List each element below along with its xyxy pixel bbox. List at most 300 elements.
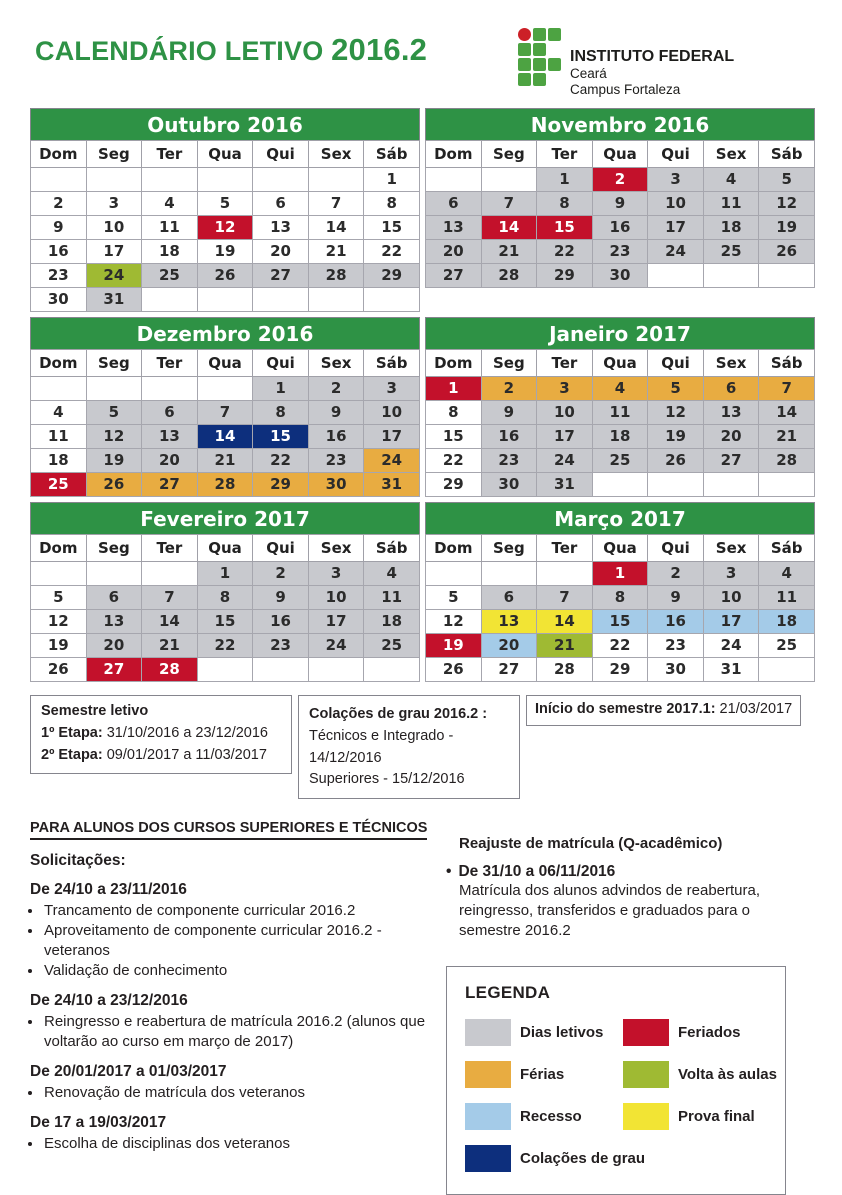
group-date: De 24/10 a 23/12/2016	[30, 991, 188, 1009]
day-cell: 9	[253, 586, 309, 610]
day-cell: 19	[648, 425, 704, 449]
empty-cell	[308, 168, 364, 192]
weekday-header: Sáb	[759, 141, 815, 168]
empty-cell	[481, 562, 537, 586]
weekday-header: Dom	[426, 535, 482, 562]
day-cell: 3	[648, 168, 704, 192]
day-cell: 16	[31, 240, 87, 264]
empty-cell	[426, 168, 482, 192]
colacoes-line2: Superiores - 15/12/2016	[309, 771, 465, 788]
date-group	[30, 1114, 428, 1154]
weekday-header: Qua	[197, 350, 253, 377]
day-cell: 14	[197, 425, 253, 449]
day-cell: 7	[759, 377, 815, 401]
weekday-header: Qua	[197, 535, 253, 562]
weekday-header: Sex	[308, 535, 364, 562]
empty-cell	[703, 264, 759, 288]
month-title: Outubro 2016	[31, 109, 420, 141]
day-cell: 8	[197, 586, 253, 610]
day-cell: 29	[426, 473, 482, 497]
empty-cell	[426, 562, 482, 586]
day-cell: 26	[31, 658, 87, 682]
day-cell: 14	[308, 216, 364, 240]
logo-dot	[518, 28, 531, 41]
day-cell: 4	[142, 192, 198, 216]
inicio-label: Início do semestre 2017.1:	[535, 701, 716, 717]
colacoes-box	[298, 695, 520, 799]
empty-cell	[142, 288, 198, 312]
day-cell: 22	[426, 449, 482, 473]
empty-cell	[759, 264, 815, 288]
weekday-header: Qui	[253, 350, 309, 377]
day-cell: 13	[426, 216, 482, 240]
empty-cell	[481, 168, 537, 192]
legend-title: LEGENDA	[465, 982, 551, 1002]
day-cell: 13	[703, 401, 759, 425]
day-cell: 1	[592, 562, 648, 586]
legend-label: Feriados	[678, 1023, 741, 1041]
day-cell: 5	[31, 586, 87, 610]
group-item: • Renovação de matrícula dos veteranos	[43, 1083, 428, 1103]
day-cell: 28	[308, 264, 364, 288]
day-cell: 17	[537, 425, 593, 449]
day-cell: 1	[426, 377, 482, 401]
day-cell: 8	[253, 401, 309, 425]
date-group	[30, 992, 428, 1052]
solicitacoes-subheading: Solicitações:	[30, 852, 126, 869]
day-cell: 22	[197, 634, 253, 658]
weekday-header: Ter	[537, 350, 593, 377]
day-cell: 22	[364, 240, 420, 264]
weekday-header: Sáb	[759, 350, 815, 377]
weekday-header: Seg	[481, 535, 537, 562]
day-cell: 2	[481, 377, 537, 401]
day-cell: 21	[308, 240, 364, 264]
day-cell: 2	[31, 192, 87, 216]
weekday-header: Ter	[142, 535, 198, 562]
day-cell: 4	[703, 168, 759, 192]
weekday-header: Sáb	[364, 535, 420, 562]
day-cell: 14	[481, 216, 537, 240]
day-cell: 15	[197, 610, 253, 634]
weekday-header: Sex	[703, 535, 759, 562]
day-cell: 22	[592, 634, 648, 658]
day-cell: 29	[537, 264, 593, 288]
day-cell: 2	[592, 168, 648, 192]
day-cell: 18	[142, 240, 198, 264]
weekday-header: Ter	[537, 141, 593, 168]
weekday-header: Sex	[703, 141, 759, 168]
empty-cell	[253, 168, 309, 192]
day-cell: 2	[648, 562, 704, 586]
logo-state: Ceará	[570, 66, 607, 82]
reajuste-text: Matrícula dos alunos advindos de reabertura, reingresso, transferidos e graduados para o semestre 2016.2	[459, 882, 761, 939]
legend-item	[623, 1061, 777, 1088]
day-cell: 7	[142, 586, 198, 610]
day-cell: 30	[592, 264, 648, 288]
weekday-header: Seg	[86, 350, 142, 377]
day-cell: 12	[31, 610, 87, 634]
etapa2-line: 2º Etapa: 09/01/2017 a 11/03/2017	[41, 746, 267, 763]
day-cell: 26	[426, 658, 482, 682]
day-cell: 25	[364, 634, 420, 658]
day-cell: 5	[426, 586, 482, 610]
empty-cell	[86, 168, 142, 192]
group-items	[30, 901, 428, 981]
weekday-header: Qua	[592, 535, 648, 562]
empty-cell	[142, 377, 198, 401]
day-cell: 20	[253, 240, 309, 264]
day-cell: 1	[197, 562, 253, 586]
etapa1-line: 1º Etapa: 31/10/2016 a 23/12/2016	[41, 724, 268, 741]
day-cell: 22	[253, 449, 309, 473]
day-cell: 5	[86, 401, 142, 425]
day-cell: 19	[197, 240, 253, 264]
day-cell: 11	[759, 586, 815, 610]
day-cell: 5	[648, 377, 704, 401]
day-cell: 30	[648, 658, 704, 682]
day-cell: 27	[703, 449, 759, 473]
day-cell: 27	[481, 658, 537, 682]
day-cell: 24	[648, 240, 704, 264]
group-item: • Aproveitamento de componente curricular 2016.2 - veteranos	[43, 921, 428, 961]
day-cell: 14	[142, 610, 198, 634]
empty-cell	[31, 562, 87, 586]
day-cell: 6	[426, 192, 482, 216]
day-cell: 13	[253, 216, 309, 240]
inicio-semestre-box	[526, 695, 801, 726]
logo-institution-name: INSTITUTO FEDERAL	[570, 48, 735, 65]
day-cell: 10	[364, 401, 420, 425]
day-cell: 12	[759, 192, 815, 216]
day-cell: 15	[364, 216, 420, 240]
day-cell: 11	[592, 401, 648, 425]
day-cell: 17	[648, 216, 704, 240]
day-cell: 24	[308, 634, 364, 658]
day-cell: 13	[481, 610, 537, 634]
day-cell: 10	[308, 586, 364, 610]
colacoes-title: Colações de grau 2016.2 :	[309, 706, 488, 722]
weekday-header: Seg	[481, 350, 537, 377]
day-cell: 4	[759, 562, 815, 586]
legend-label: Férias	[520, 1065, 565, 1083]
day-cell: 8	[364, 192, 420, 216]
day-cell: 28	[759, 449, 815, 473]
group-items	[30, 1134, 428, 1154]
day-cell: 12	[197, 216, 253, 240]
right-column	[446, 819, 802, 1195]
calendar-month-1	[425, 108, 815, 288]
day-cell: 27	[426, 264, 482, 288]
day-cell: 5	[759, 168, 815, 192]
empty-cell	[759, 473, 815, 497]
empty-cell	[308, 288, 364, 312]
day-cell: 29	[364, 264, 420, 288]
day-cell: 9	[481, 401, 537, 425]
day-cell: 18	[364, 610, 420, 634]
semestre-letivo-box	[30, 695, 292, 774]
day-cell: 6	[86, 586, 142, 610]
empty-cell	[31, 168, 87, 192]
day-cell: 16	[592, 216, 648, 240]
day-cell: 26	[197, 264, 253, 288]
empty-cell	[537, 562, 593, 586]
weekday-header: Qua	[197, 141, 253, 168]
day-cell: 5	[197, 192, 253, 216]
weekday-header: Seg	[481, 141, 537, 168]
day-cell: 28	[142, 658, 198, 682]
day-cell: 13	[86, 610, 142, 634]
group-item: • Reingresso e reabertura de matrícula 2016.2 (alunos que voltarão ao curso em março de 2017)	[43, 1012, 428, 1052]
day-cell: 20	[426, 240, 482, 264]
legend-item	[465, 1145, 646, 1172]
header	[0, 0, 842, 108]
month-title: Dezembro 2016	[31, 318, 420, 350]
day-cell: 25	[759, 634, 815, 658]
day-cell: 15	[426, 425, 482, 449]
day-cell: 23	[253, 634, 309, 658]
day-cell: 3	[86, 192, 142, 216]
reajuste-heading: Reajuste de matrícula (Q-acadêmico)	[459, 835, 723, 852]
empty-cell	[86, 377, 142, 401]
day-cell: 18	[703, 216, 759, 240]
day-cell: 19	[426, 634, 482, 658]
empty-cell	[197, 377, 253, 401]
day-cell: 24	[703, 634, 759, 658]
month-title: Fevereiro 2017	[31, 503, 420, 535]
day-cell: 31	[364, 473, 420, 497]
day-cell: 10	[537, 401, 593, 425]
day-cell: 20	[142, 449, 198, 473]
legend-item	[465, 1061, 623, 1088]
day-cell: 17	[364, 425, 420, 449]
legend-swatch-y	[623, 1103, 669, 1130]
day-cell: 30	[308, 473, 364, 497]
weekday-header: Dom	[31, 350, 87, 377]
day-cell: 4	[592, 377, 648, 401]
empty-cell	[197, 168, 253, 192]
day-cell: 16	[648, 610, 704, 634]
day-cell: 11	[364, 586, 420, 610]
day-cell: 3	[364, 377, 420, 401]
group-item: • Escolha de disciplinas dos veteranos	[43, 1134, 428, 1154]
legend-swatch-n	[465, 1145, 511, 1172]
date-group	[30, 881, 428, 981]
empty-cell	[648, 473, 704, 497]
day-cell: 23	[481, 449, 537, 473]
day-cell: 23	[31, 264, 87, 288]
day-cell: 31	[537, 473, 593, 497]
date-group	[30, 1063, 428, 1103]
day-cell: 7	[537, 586, 593, 610]
reajuste-date: • De 31/10 a 06/11/2016	[446, 863, 802, 881]
day-cell: 24	[537, 449, 593, 473]
calendar-month-4	[30, 502, 420, 682]
group-date: De 20/01/2017 a 01/03/2017	[30, 1062, 227, 1080]
info-row	[30, 695, 842, 799]
day-cell: 9	[31, 216, 87, 240]
empty-cell	[759, 658, 815, 682]
inicio-value: 21/03/2017	[715, 701, 793, 717]
day-cell: 19	[31, 634, 87, 658]
section-heading: PARA ALUNOS DOS CURSOS SUPERIORES E TÉCNICOS	[30, 820, 427, 840]
day-cell: 2	[253, 562, 309, 586]
empty-cell	[253, 288, 309, 312]
day-cell: 12	[426, 610, 482, 634]
day-cell: 8	[592, 586, 648, 610]
day-cell: 9	[648, 586, 704, 610]
day-cell: 15	[592, 610, 648, 634]
calendar-month-3	[425, 317, 815, 497]
day-cell: 28	[481, 264, 537, 288]
day-cell: 17	[308, 610, 364, 634]
day-cell: 23	[592, 240, 648, 264]
logo-campus: Campus Fortaleza	[570, 82, 681, 98]
day-cell: 20	[86, 634, 142, 658]
semestre-letivo-title: Semestre letivo	[41, 703, 149, 719]
day-cell: 27	[253, 264, 309, 288]
day-cell: 17	[86, 240, 142, 264]
day-cell: 26	[86, 473, 142, 497]
weekday-header: Dom	[426, 141, 482, 168]
group-item: • Trancamento de componente curricular 2016.2	[43, 901, 428, 921]
empty-cell	[364, 658, 420, 682]
group-date: De 17 a 19/03/2017	[30, 1113, 167, 1131]
day-cell: 6	[142, 401, 198, 425]
solicitacoes-groups	[30, 881, 428, 1154]
legend-swatch-o	[465, 1061, 511, 1088]
day-cell: 19	[86, 449, 142, 473]
month-title: Março 2017	[426, 503, 815, 535]
month-title: Novembro 2016	[426, 109, 815, 141]
day-cell: 1	[537, 168, 593, 192]
legend-grid	[465, 1019, 777, 1172]
day-cell: 31	[86, 288, 142, 312]
day-cell: 11	[31, 425, 87, 449]
group-items	[30, 1012, 428, 1052]
legend-box	[446, 966, 786, 1195]
day-cell: 25	[703, 240, 759, 264]
day-cell: 9	[592, 192, 648, 216]
legend-item	[465, 1019, 623, 1046]
legend-item	[623, 1019, 767, 1046]
weekday-header: Sáb	[364, 141, 420, 168]
day-cell: 1	[364, 168, 420, 192]
day-cell: 3	[537, 377, 593, 401]
empty-cell	[648, 264, 704, 288]
day-cell: 16	[253, 610, 309, 634]
sections	[30, 819, 842, 1195]
day-cell: 30	[481, 473, 537, 497]
day-cell: 26	[759, 240, 815, 264]
ifce-logo-icon	[518, 28, 561, 99]
legend-swatch-b	[465, 1103, 511, 1130]
empty-cell	[592, 473, 648, 497]
day-cell: 24	[86, 264, 142, 288]
legend-label: Volta às aulas	[678, 1065, 777, 1083]
day-cell: 16	[308, 425, 364, 449]
weekday-header: Qua	[592, 141, 648, 168]
colacoes-line1: Técnicos e Integrado - 14/12/2016	[309, 727, 454, 766]
day-cell: 27	[86, 658, 142, 682]
empty-cell	[253, 658, 309, 682]
empty-cell	[703, 473, 759, 497]
day-cell: 27	[142, 473, 198, 497]
day-cell: 21	[537, 634, 593, 658]
calendar-month-2	[30, 317, 420, 497]
day-cell: 3	[308, 562, 364, 586]
day-cell: 13	[142, 425, 198, 449]
legend-item	[465, 1103, 623, 1130]
day-cell: 12	[86, 425, 142, 449]
empty-cell	[142, 168, 198, 192]
weekday-header: Qui	[648, 141, 704, 168]
legend-swatch-g	[465, 1019, 511, 1046]
weekday-header: Qua	[592, 350, 648, 377]
day-cell: 17	[703, 610, 759, 634]
months-grid	[30, 108, 842, 682]
day-cell: 14	[537, 610, 593, 634]
day-cell: 8	[426, 401, 482, 425]
empty-cell	[142, 562, 198, 586]
day-cell: 12	[648, 401, 704, 425]
day-cell: 7	[481, 192, 537, 216]
day-cell: 21	[197, 449, 253, 473]
weekday-header: Qui	[648, 535, 704, 562]
day-cell: 11	[703, 192, 759, 216]
weekday-header: Sáb	[759, 535, 815, 562]
legend-label: Recesso	[520, 1107, 582, 1125]
weekday-header: Sex	[308, 350, 364, 377]
day-cell: 2	[308, 377, 364, 401]
day-cell: 9	[308, 401, 364, 425]
legend-label: Prova final	[678, 1107, 755, 1125]
empty-cell	[197, 288, 253, 312]
day-cell: 4	[31, 401, 87, 425]
day-cell: 29	[592, 658, 648, 682]
page-title-term: 2016.2	[331, 32, 428, 67]
day-cell: 29	[253, 473, 309, 497]
weekday-header: Dom	[31, 141, 87, 168]
day-cell: 8	[537, 192, 593, 216]
day-cell: 15	[537, 216, 593, 240]
left-column	[30, 819, 428, 1195]
day-cell: 23	[648, 634, 704, 658]
day-cell: 25	[142, 264, 198, 288]
empty-cell	[31, 377, 87, 401]
day-cell: 21	[481, 240, 537, 264]
day-cell: 25	[592, 449, 648, 473]
day-cell: 15	[253, 425, 309, 449]
weekday-header: Sex	[308, 141, 364, 168]
day-cell: 4	[364, 562, 420, 586]
day-cell: 25	[31, 473, 87, 497]
day-cell: 14	[759, 401, 815, 425]
day-cell: 21	[759, 425, 815, 449]
day-cell: 23	[308, 449, 364, 473]
day-cell: 7	[197, 401, 253, 425]
weekday-header: Ter	[142, 350, 198, 377]
day-cell: 28	[537, 658, 593, 682]
weekday-header: Dom	[426, 350, 482, 377]
weekday-header: Qui	[648, 350, 704, 377]
page-title-text: CALENDÁRIO LETIVO	[35, 36, 324, 66]
weekday-header: Sáb	[364, 350, 420, 377]
weekday-header: Dom	[31, 535, 87, 562]
weekday-header: Qui	[253, 141, 309, 168]
day-cell: 22	[537, 240, 593, 264]
calendar-month-0	[30, 108, 420, 312]
